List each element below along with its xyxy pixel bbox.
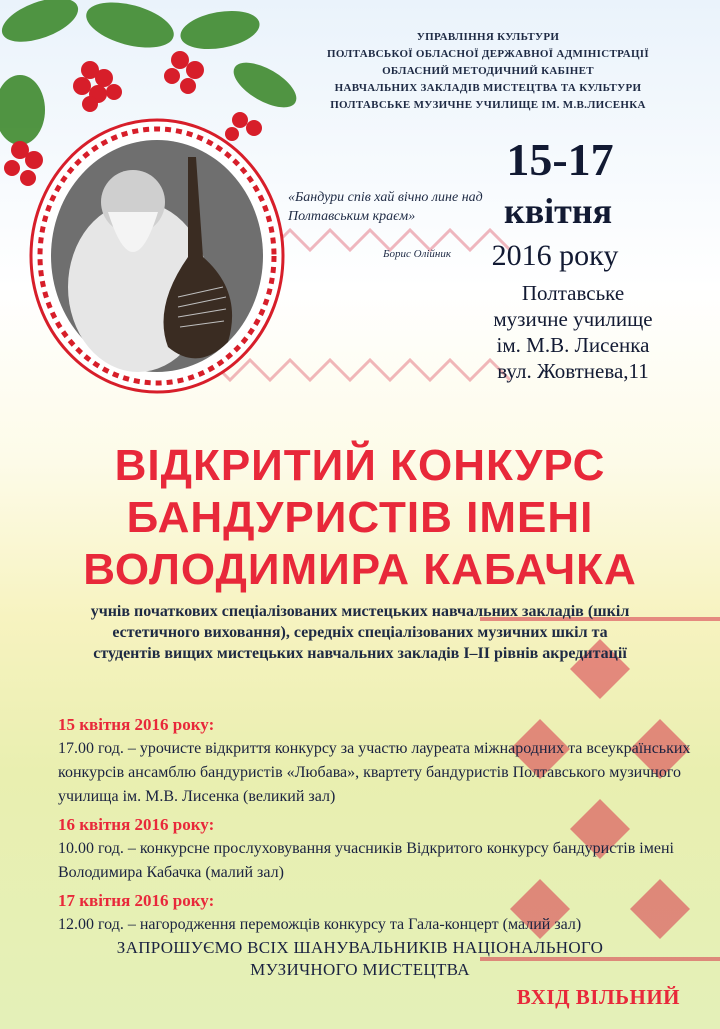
event-venue xyxy=(458,280,688,384)
schedule-day-heading: 16 квітня 2016 року: xyxy=(58,815,215,834)
title-line: ВОЛОДИМИРА КАБАЧКА xyxy=(83,545,637,594)
contest-title xyxy=(0,440,720,596)
schedule xyxy=(58,713,698,941)
schedule-day-heading: 17 квітня 2016 року: xyxy=(58,891,215,910)
free-admission: ВХІД ВІЛЬНИЙ xyxy=(516,985,680,1009)
event-dates: 15-17 xyxy=(506,134,614,185)
schedule-day-heading: 15 квітня 2016 року: xyxy=(58,715,215,734)
organizer-line: НАВЧАЛЬНИХ ЗАКЛАДІВ МИСТЕЦТВА ТА КУЛЬТУРИ xyxy=(334,82,642,94)
venue-line: музичне училище xyxy=(493,307,653,331)
schedule-day-text: 17.00 год. – урочисте відкриття конкурсу за участю лауреата міжнародних та всеукраїнських конкурсів ансамблю бандуристів «Любава», квартету бандуристів Полтавського музичного училища ім. М.В. Лисенка (великий зал) xyxy=(58,740,691,805)
organizer-line: ПОЛТАВСЬКОЇ ОБЛАСНОЇ ДЕРЖАВНОЇ АДМІНІСТРАЦІЇ xyxy=(327,48,649,60)
event-year: 2016 року xyxy=(491,239,619,272)
venue-line: ім. М.В. Лисенка xyxy=(496,333,650,357)
title-line: ВІДКРИТИЙ КОНКУРС xyxy=(114,441,606,490)
title-line: БАНДУРИСТІВ ІМЕНІ xyxy=(126,493,594,542)
schedule-day xyxy=(58,889,698,937)
organizer-line: ПОЛТАВСЬКЕ МУЗИЧНЕ УЧИЛИЩЕ ІМ. М.В.ЛИСЕНКА xyxy=(330,99,646,111)
event-month: квітня xyxy=(503,191,613,231)
participants-description: учнів початкових спеціалізованих мистецьких навчальних закладів (шкіл естетичного виховання), середніх спеціалізованих музичних шкіл та студентів вищих мистецьких навчальних закладів I–II рівнів акредитації xyxy=(90,603,630,662)
quote-author: Борис Олійник xyxy=(383,248,452,260)
schedule-day xyxy=(58,713,698,809)
schedule-day xyxy=(58,813,698,885)
invitation-line: ЗАПРОШУЄМО ВСІХ ШАНУВАЛЬНИКІВ НАЦІОНАЛЬНОГО xyxy=(116,938,604,957)
organizer-line: УПРАВЛІННЯ КУЛЬТУРИ xyxy=(416,31,560,43)
invitation xyxy=(0,937,720,981)
bandurist-portrait xyxy=(28,117,286,395)
invitation-line: МУЗИЧНОГО МИСТЕЦТВА xyxy=(250,960,470,979)
poem-quote: «Бандури спів хай вічно лине над Полтавським краєм» xyxy=(288,190,483,224)
venue-line: Полтавське xyxy=(521,281,625,305)
organizers-block xyxy=(298,29,678,114)
venue-line: вул. Жовтнева,11 xyxy=(497,359,649,383)
schedule-day-text: 10.00 год. – конкурсне прослуховування учасників Відкритого конкурсу бандуристів імені Володимира Кабачка (малий зал) xyxy=(58,840,674,881)
organizer-line: ОБЛАСНИЙ МЕТОДИЧНИЙ КАБІНЕТ xyxy=(382,65,594,77)
schedule-day-text: 12.00 год. – нагородження переможців конкурсу та Гала-концерт (малий зал) xyxy=(58,916,582,933)
